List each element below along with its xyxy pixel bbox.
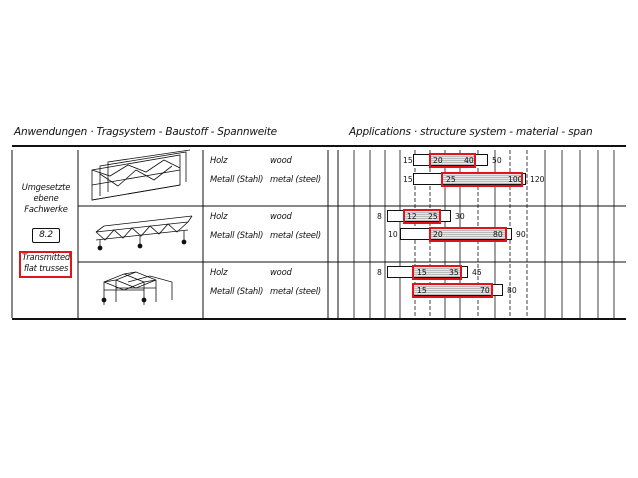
row3-steel-typical-max: 70	[480, 286, 490, 295]
row1-steel-min: 15	[403, 175, 413, 184]
truss-sketch-3	[102, 272, 172, 305]
header-german: Anwendungen · Tragsystem - Baustoff - Spannweite	[14, 126, 277, 138]
header-english: Applications · structure system - material - span	[349, 126, 593, 138]
row1-wood-en: wood	[270, 155, 292, 165]
row2-wood-typical-min: 12	[407, 212, 417, 221]
row3-wood-min: 8	[377, 268, 382, 277]
row3-wood-typical-min: 15	[417, 268, 427, 277]
row1-wood-max: 50	[492, 156, 502, 165]
side-label-german	[18, 182, 74, 215]
highlight-row2-steel	[429, 227, 507, 242]
highlight-row1-wood	[429, 153, 476, 168]
row2-wood-de: Holz	[210, 211, 228, 221]
row3-steel-de: Metall (Stahl)	[210, 286, 264, 296]
code-badge: 8.2	[32, 228, 60, 243]
highlight-row3-steel	[412, 283, 493, 298]
side-label-german-line: ebene	[33, 193, 59, 203]
highlight-english-label	[19, 251, 72, 278]
row2-steel-typical-max: 80	[493, 230, 503, 239]
row2-steel-en: metal (steel)	[270, 230, 321, 240]
row3-steel-typical-min: 15	[417, 286, 427, 295]
side-label-english-line: flat trusses	[23, 263, 69, 273]
row3-wood-max: 45	[472, 268, 482, 277]
side-label-german-line: Umgesetzte	[21, 182, 71, 192]
row2-wood-max: 30	[455, 212, 465, 221]
row3-steel-max: 80	[507, 286, 517, 295]
row1-wood-typical-max: 40	[464, 156, 474, 165]
row1-steel-en: metal (steel)	[270, 174, 321, 184]
row2-wood-min: 8	[377, 212, 382, 221]
truss-sketch-1	[92, 150, 190, 200]
row1-wood-de: Holz	[210, 155, 228, 165]
highlight-row3-wood	[412, 265, 462, 280]
row2-wood-typical-max: 25	[428, 212, 438, 221]
row1-steel-typical-max: 100	[508, 175, 523, 184]
highlight-row1-steel	[441, 172, 523, 187]
row3-wood-typical-max: 35	[449, 268, 459, 277]
truss-sketch-2	[96, 216, 192, 250]
row2-steel-de: Metall (Stahl)	[210, 230, 264, 240]
row2-wood-en: wood	[270, 211, 292, 221]
row2-steel-max: 90	[516, 230, 526, 239]
row3-wood-de: Holz	[210, 267, 228, 277]
side-label-german-line: Fachwerke	[24, 204, 68, 214]
row2-steel-min: 10	[388, 230, 398, 239]
highlight-row2-wood	[403, 209, 441, 224]
side-label-english-line: Transmitted	[22, 252, 71, 262]
row1-wood-min: 15	[403, 156, 413, 165]
row1-steel-max: 120	[530, 175, 545, 184]
row3-steel-en: metal (steel)	[270, 286, 321, 296]
row2-steel-typical-min: 20	[433, 230, 443, 239]
row3-wood-en: wood	[270, 267, 292, 277]
row1-wood-typical-min: 20	[433, 156, 443, 165]
row1-steel-typical-min: 25	[446, 175, 456, 184]
row1-steel-de: Metall (Stahl)	[210, 174, 264, 184]
